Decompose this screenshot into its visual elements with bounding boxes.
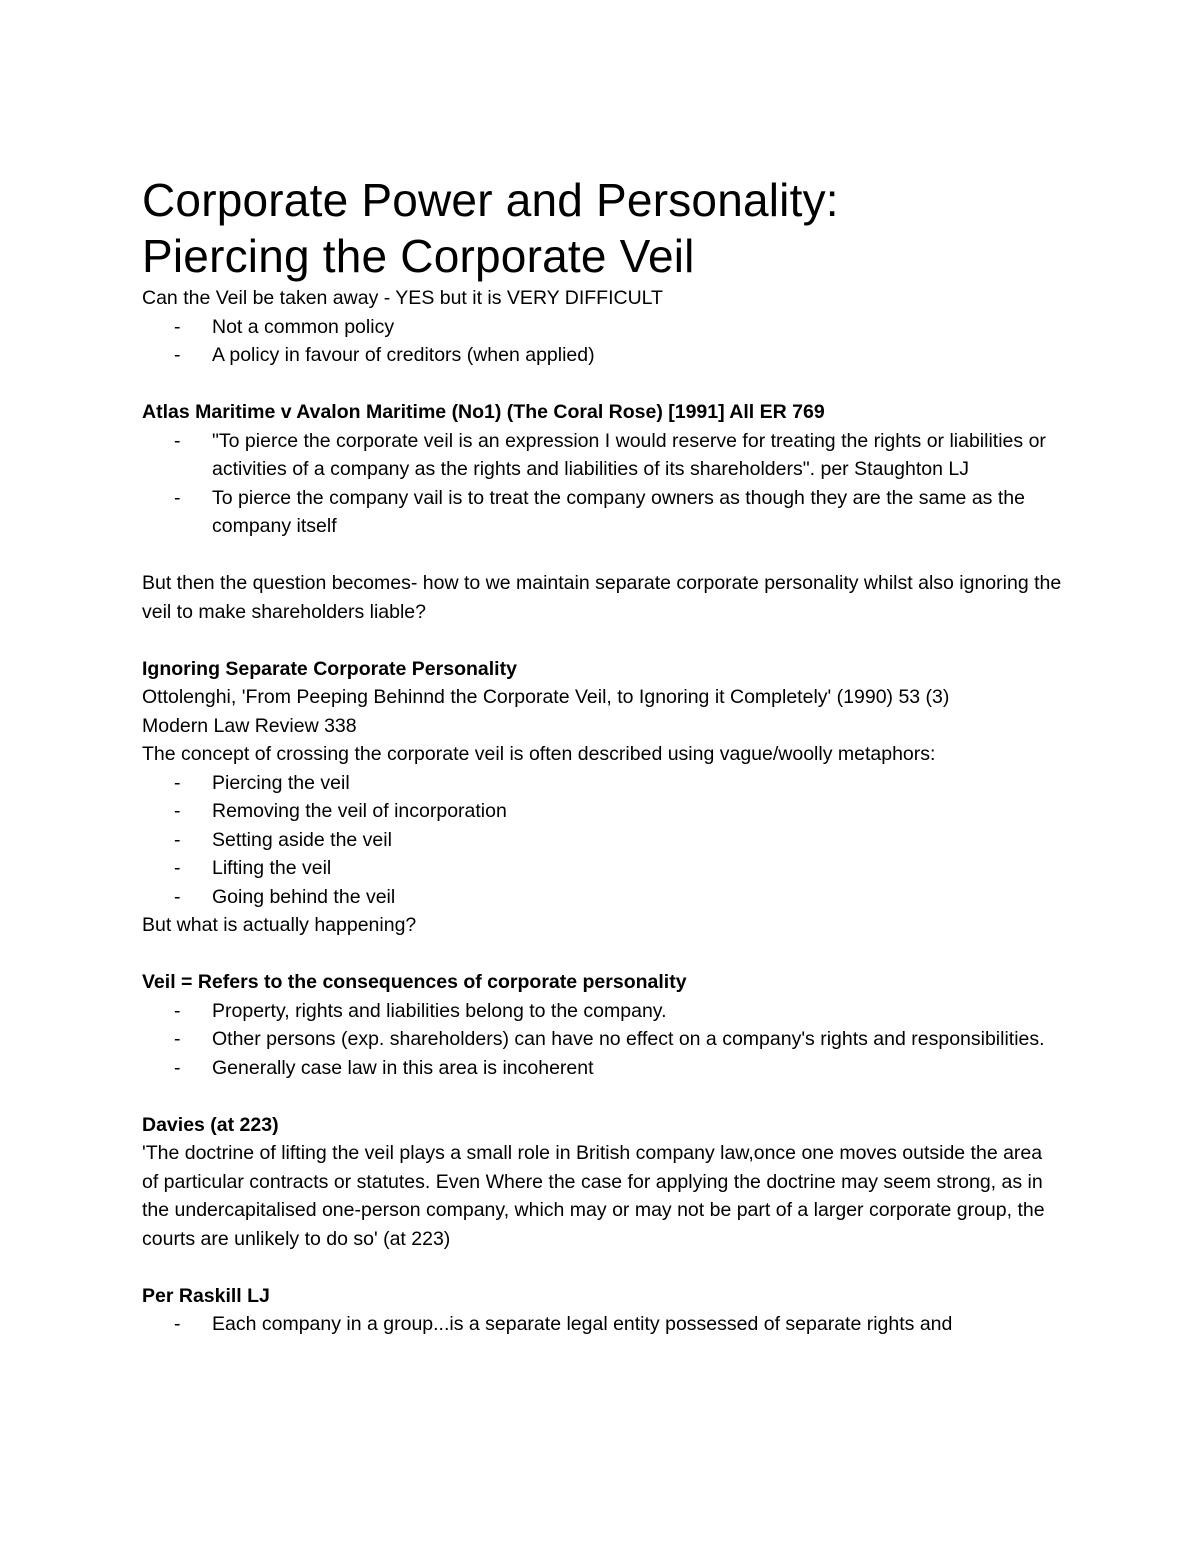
dash-bullet: - [174, 344, 181, 366]
davies-quote: 'The doctrine of lifting the veil plays a small role in British company law,once one moves outside the area of particular contracts or statutes. Even Where the case for applying the doctrine may seem strong, as in the undercapitalised one-person company, which may or may not be part of a larger corporate group, the courts are unlikely to do so' (at 223) [142, 1142, 1045, 1250]
list-item-text: Each company in a group...is a separate legal entity possessed of separate rights and [212, 1313, 953, 1335]
spacer [142, 626, 1062, 655]
list-item [142, 883, 1062, 912]
veil-list [142, 997, 1062, 1083]
list-item [142, 997, 1062, 1026]
section-heading-raskill: Per Raskill LJ [142, 1284, 270, 1307]
dash-bullet: - [174, 857, 181, 879]
list-item-text: Property, rights and liabilities belong to the company. [212, 999, 667, 1022]
list-item-text: Other persons (exp. shareholders) can have no effect on a company's rights and responsibilities. [212, 1028, 1045, 1050]
list-item-text: Going behind the veil [212, 885, 396, 908]
list-item [142, 769, 1062, 798]
list-item-text: Lifting the veil [212, 857, 332, 879]
intro-text: Can the Veil be taken away - YES but it is VERY DIFFICULT [142, 287, 663, 309]
list-item [142, 484, 1062, 541]
list-item [142, 797, 1062, 826]
question-paragraph: But then the question becomes- how to we maintain separate corporate personality whilst also ignoring the veil to make shareholders liable? [142, 572, 1062, 623]
dash-bullet: - [174, 885, 181, 908]
dash-bullet: - [174, 1056, 181, 1079]
metaphor-list [142, 769, 1062, 912]
list-item-text: Generally case law in this area is incoherent [212, 1056, 594, 1079]
closing-question: But what is actually happening? [142, 914, 417, 936]
section-heading-davies: Davies (at 223) [142, 1113, 279, 1136]
citation-line-2: Modern Law Review 338 [142, 714, 357, 737]
dash-bullet: - [174, 1313, 181, 1335]
section-heading-atlas: Atlas Maritime v Avalon Maritime (No1) (The Coral Rose) [1991] All ER 769 [142, 401, 825, 423]
dash-bullet: - [174, 429, 181, 452]
list-item [142, 1025, 1062, 1054]
page-title [142, 172, 1062, 284]
title-line-2: Piercing the Corporate Veil [142, 230, 695, 282]
list-item [142, 427, 1062, 484]
citation-line-1: Ottolenghi, 'From Peeping Behinnd the Corporate Veil, to Ignoring it Completely' (1990) 53 (3) [142, 686, 950, 708]
spacer [142, 1253, 1062, 1282]
list-item-text: Piercing the veil [212, 771, 350, 794]
list-item-text: Not a common policy [212, 315, 395, 338]
section-heading-veil: Veil = Refers to the consequences of corporate personality [142, 971, 687, 993]
spacer [142, 1082, 1062, 1111]
list-item-text: Setting aside the veil [212, 828, 392, 851]
document-page [142, 172, 1062, 1339]
atlas-list [142, 427, 1062, 541]
list-item [142, 1054, 1062, 1083]
dash-bullet: - [174, 800, 181, 822]
list-item-text: To pierce the company vail is to treat the company owners as though they are the same as the company itself [212, 486, 1025, 537]
spacer [142, 370, 1062, 399]
list-item-text: A policy in favour of creditors (when applied) [212, 344, 595, 366]
concept-text: The concept of crossing the corporate veil is often described using vague/woolly metaphors: [142, 743, 936, 765]
spacer [142, 541, 1062, 570]
section-heading-ignoring: Ignoring Separate Corporate Personality [142, 657, 517, 680]
list-item [142, 826, 1062, 855]
dash-bullet: - [174, 1028, 181, 1050]
dash-bullet: - [174, 999, 181, 1022]
list-item [142, 341, 1062, 370]
dash-bullet: - [174, 771, 181, 794]
list-item [142, 854, 1062, 883]
dash-bullet: - [174, 315, 181, 338]
spacer [142, 940, 1062, 969]
list-item-text: "To pierce the corporate veil is an expression I would reserve for treating the rights or liabilities or activities of a company as the rights and liabilities of its shareholders". per Staughton LJ [212, 429, 1046, 480]
dash-bullet: - [174, 828, 181, 851]
list-item [142, 313, 1062, 342]
dash-bullet: - [174, 486, 181, 509]
title-line-1: Corporate Power and Personality: [142, 174, 839, 226]
raskill-list [142, 1310, 1062, 1339]
list-item-text: Removing the veil of incorporation [212, 800, 507, 822]
intro-list [142, 313, 1062, 370]
list-item [142, 1310, 1062, 1339]
